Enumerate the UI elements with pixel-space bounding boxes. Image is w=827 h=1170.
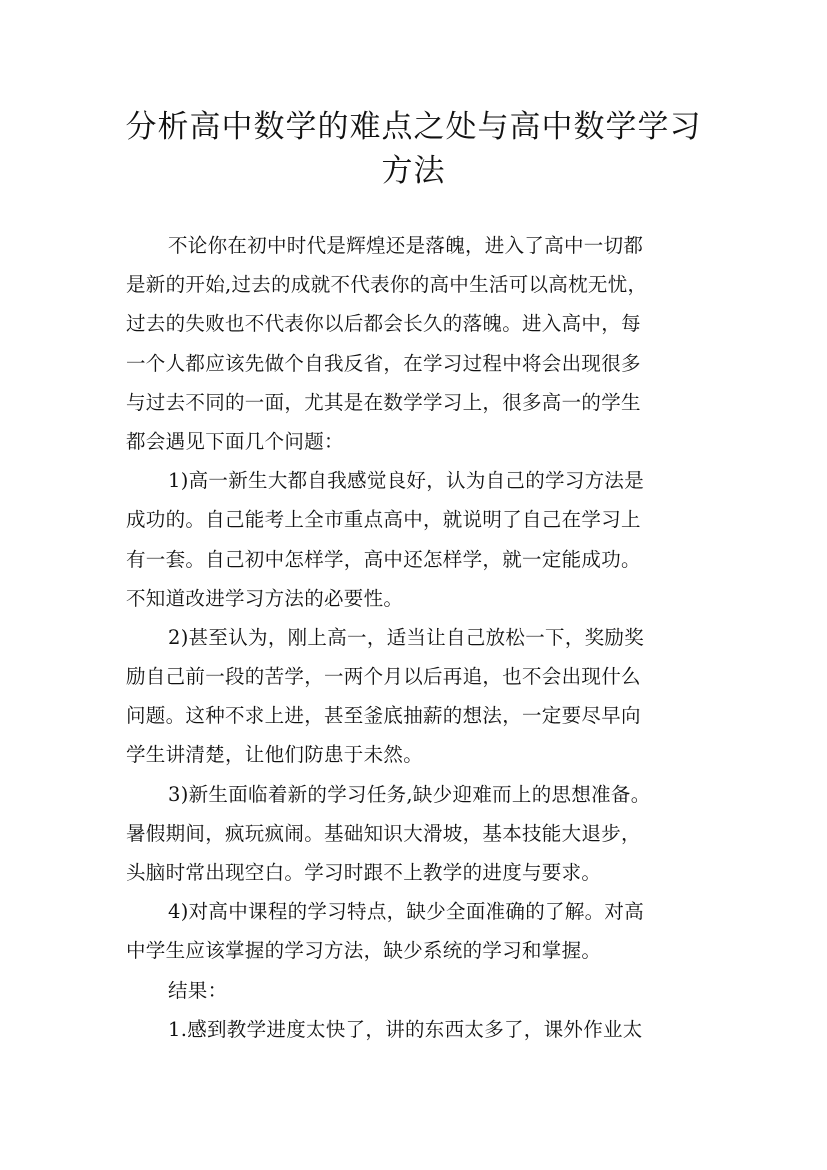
text-line: 励自己前一段的苦学，一两个月以后再追，也不会出现什么	[126, 665, 641, 689]
text-line: 与过去不同的一面，尤其是在数学学习上，很多高一的学生	[126, 390, 641, 414]
text-line: 1.感到教学进度太快了，讲的东西太多了，课外作业太	[168, 1017, 643, 1041]
text-line: 是新的开始,过去的成就不代表你的高中生活可以高枕无忧，	[126, 273, 648, 297]
text-line: 3)新生面临着新的学习任务,缺少迎难而上的思想准备。	[168, 782, 651, 806]
text-line: 都会遇见下面几个问题：	[126, 429, 344, 453]
text-line: 学生讲清楚，让他们防患于未然。	[126, 743, 424, 767]
document-body	[126, 226, 706, 1049]
text-line: 过去的失败也不代表你以后都会长久的落魄。进入高中，每	[126, 312, 641, 336]
text-line: 中学生应该掌握的学习方法，缺少系统的学习和掌握。	[126, 939, 602, 963]
text-line: 1)高一新生大都自我感觉良好，认为自己的学习方法是	[168, 469, 645, 493]
text-line: 暑假期间，疯玩疯闹。基础知识大滑坡，基本技能大退步，	[126, 821, 641, 845]
text-line: 成功的。自己能考上全市重点高中，就说明了自己在学习上	[126, 508, 641, 532]
document-title-line-2: 方法	[381, 153, 446, 189]
text-line: 结果：	[168, 978, 228, 1002]
text-line: 头脑时常出现空白。学习时跟不上教学的进度与要求。	[126, 861, 602, 884]
text-line: 有一套。自己初中怎样学，高中还怎样学，就一定能成功。	[126, 547, 641, 571]
text-line: 一个人都应该先做个自我反省，在学习过程中将会出现很多	[126, 351, 641, 375]
text-line: 2)甚至认为，刚上高一，适当让自己放松一下，奖励奖	[168, 625, 645, 649]
document-title-line-1: 分析高中数学的难点之处与高中数学学习	[125, 109, 702, 145]
text-line: 问题。这种不求上进，甚至釜底抽薪的想法，一定要尽早向	[126, 704, 641, 728]
text-line: 不论你在初中时代是辉煌还是落魄，进入了高中一切都	[168, 234, 644, 257]
text-line: 4)对高中课程的学习特点，缺少全面准确的了解。对高	[168, 900, 645, 924]
text-line: 不知道改进学习方法的必要性。	[126, 586, 404, 610]
